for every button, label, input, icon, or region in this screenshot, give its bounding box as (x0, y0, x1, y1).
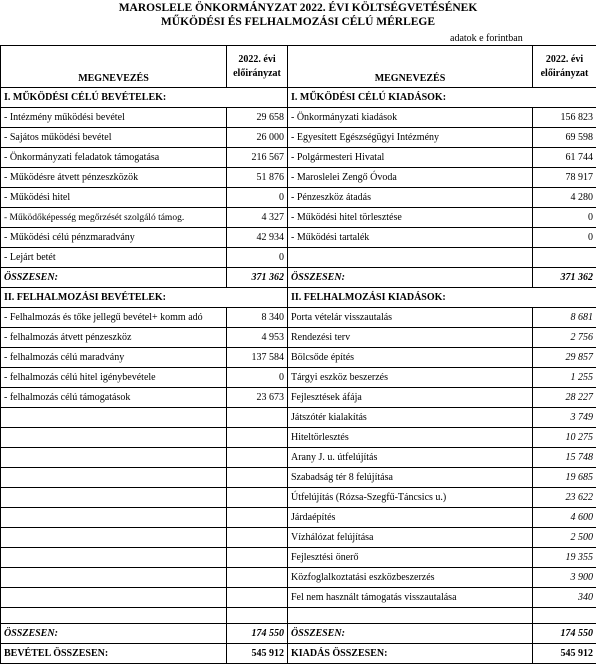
expense-grand-total-label: KIADÁS ÖSSZESEN: (288, 644, 533, 664)
table-row (1, 408, 596, 428)
income-item-value: 0 (227, 188, 288, 208)
income-item-value: 8 340 (227, 308, 288, 328)
table-row (1, 308, 596, 328)
income-item-value: 0 (227, 248, 288, 268)
expense-item-label: Fejlesztések áfája (288, 388, 533, 408)
table-row (1, 228, 596, 248)
income-item-value: 23 673 (227, 388, 288, 408)
table-row (1, 568, 596, 588)
income-item-value: 42 934 (227, 228, 288, 248)
operating-expense-title: I. MŰKÖDÉSI CÉLÚ KIADÁSOK: (288, 88, 596, 108)
expense-item-label: Szabadság tér 8 felújítása (288, 468, 533, 488)
empty-cell (227, 508, 288, 528)
income-item-label: - felhalmozás átvett pénzeszköz (1, 328, 227, 348)
expense-item-label: Fejlesztési önerő (288, 548, 533, 568)
expense-item-value: 3 749 (533, 408, 596, 428)
table-row (1, 388, 596, 408)
expense-item-label: Porta vételár visszautalás (288, 308, 533, 328)
expense-item-label: Vízhálózat felújítása (288, 528, 533, 548)
income-item-value: 4 953 (227, 328, 288, 348)
empty-cell (227, 408, 288, 428)
header-left-year: 2022. évi előirányzat (227, 46, 288, 88)
expense-grand-total-value: 545 912 (533, 644, 596, 664)
income-item-value: 4 327 (227, 208, 288, 228)
expense-item-label: - Maroslelei Zengő Óvoda (288, 168, 533, 188)
expense-item-label: - Működési tartalék (288, 228, 533, 248)
operating-section-header (1, 88, 596, 108)
income-item-label: - Működési hitel (1, 188, 227, 208)
spacer-row (1, 608, 596, 624)
table-row (1, 428, 596, 448)
operating-expense-total-label: ÖSSZESEN: (288, 268, 533, 288)
income-item-label: - Felhalmozás és tőke jellegű bevétel+ komm adó (1, 308, 227, 328)
income-item-label: - felhalmozás célú maradvány (1, 348, 227, 368)
income-grand-total-label: BEVÉTEL ÖSSZESEN: (1, 644, 227, 664)
table-row (1, 368, 596, 388)
expense-item-value: 61 744 (533, 148, 596, 168)
empty-cell (227, 608, 288, 624)
expense-item-label: Játszótér kialakítás (288, 408, 533, 428)
capital-income-total-label: ÖSSZESEN: (1, 624, 227, 644)
capital-expense-total-label: ÖSSZESEN: (288, 624, 533, 644)
expense-item-value: 1 255 (533, 368, 596, 388)
capital-income-total-value: 174 550 (227, 624, 288, 644)
empty-cell (227, 428, 288, 448)
expense-item-value: 29 857 (533, 348, 596, 368)
expense-item-value: 69 598 (533, 128, 596, 148)
expense-item-value: 3 900 (533, 568, 596, 588)
expense-item-label: Arany J. u. útfelújítás (288, 448, 533, 468)
capital-total-row (1, 624, 596, 644)
expense-item-label: Bölcsőde építés (288, 348, 533, 368)
table-row (1, 588, 596, 608)
empty-cell (1, 588, 227, 608)
income-item-value: 216 567 (227, 148, 288, 168)
capital-expense-total-value: 174 550 (533, 624, 596, 644)
table-row (1, 128, 596, 148)
expense-item-label (288, 248, 533, 268)
income-item-label: - felhalmozás célú támogatások (1, 388, 227, 408)
header-right-label: MEGNEVEZÉS (288, 46, 533, 88)
empty-cell (227, 448, 288, 468)
empty-cell (227, 568, 288, 588)
table-row (1, 188, 596, 208)
capital-expense-title: II. FELHALMOZÁSI KIADÁSOK: (288, 288, 596, 308)
expense-item-label: Járdaépítés (288, 508, 533, 528)
empty-cell (1, 408, 227, 428)
expense-item-value: 15 748 (533, 448, 596, 468)
expense-item-label: Rendezési terv (288, 328, 533, 348)
operating-total-row (1, 268, 596, 288)
expense-item-label: Fel nem használt támogatás visszautalása (288, 588, 533, 608)
table-row (1, 108, 596, 128)
empty-cell (227, 468, 288, 488)
budget-table (0, 45, 596, 664)
expense-item-value: 28 227 (533, 388, 596, 408)
expense-item-value: 0 (533, 208, 596, 228)
empty-cell (288, 608, 533, 624)
expense-item-value: 10 275 (533, 428, 596, 448)
table-row (1, 508, 596, 528)
empty-cell (1, 428, 227, 448)
table-row (1, 528, 596, 548)
operating-income-title: I. MŰKÖDÉSI CÉLÚ BEVÉTELEK: (1, 88, 288, 108)
income-item-label: - felhalmozás célú hitel igénybevétele (1, 368, 227, 388)
income-item-label: - Működésre átvett pénzeszközök (1, 168, 227, 188)
page-title: MAROSLELE ÖNKORMÁNYZAT 2022. ÉVI KÖLTSÉGVETÉSÉNEK (0, 2, 596, 15)
expense-item-label: Hiteltörlesztés (288, 428, 533, 448)
expense-item-value: 23 622 (533, 488, 596, 508)
income-item-label: - Önkormányzati feladatok támogatása (1, 148, 227, 168)
expense-item-value (533, 248, 596, 268)
expense-item-value: 2 500 (533, 528, 596, 548)
expense-item-value: 19 355 (533, 548, 596, 568)
expense-item-label: Útfelújítás (Rózsa-Szegfű-Táncsics u.) (288, 488, 533, 508)
expense-item-value: 8 681 (533, 308, 596, 328)
expense-item-label: - Egyesített Egészségügyi Intézmény (288, 128, 533, 148)
table-row (1, 328, 596, 348)
expense-item-value: 19 685 (533, 468, 596, 488)
income-item-label: - Intézmény működési bevétel (1, 108, 227, 128)
income-item-value: 29 658 (227, 108, 288, 128)
income-item-value: 26 000 (227, 128, 288, 148)
operating-income-total-label: ÖSSZESEN: (1, 268, 227, 288)
table-row (1, 548, 596, 568)
expense-item-label: - Polgármesteri Hivatal (288, 148, 533, 168)
expense-item-value: 4 280 (533, 188, 596, 208)
expense-item-value: 340 (533, 588, 596, 608)
expense-item-value: 4 600 (533, 508, 596, 528)
grand-total-row (1, 644, 596, 664)
empty-cell (1, 508, 227, 528)
income-item-value: 51 876 (227, 168, 288, 188)
operating-income-total-value: 371 362 (227, 268, 288, 288)
empty-cell (1, 468, 227, 488)
income-item-label: - Sajátos működési bevétel (1, 128, 227, 148)
empty-cell (227, 488, 288, 508)
income-item-value: 137 584 (227, 348, 288, 368)
expense-item-label: - Működési hitel törlesztése (288, 208, 533, 228)
expense-item-value: 2 756 (533, 328, 596, 348)
empty-cell (227, 588, 288, 608)
table-row (1, 248, 596, 268)
expense-item-value: 0 (533, 228, 596, 248)
empty-cell (227, 548, 288, 568)
income-item-label: - Működési célú pénzmaradvány (1, 228, 227, 248)
income-grand-total-value: 545 912 (227, 644, 288, 664)
table-row (1, 208, 596, 228)
header-left-label: MEGNEVEZÉS (1, 46, 227, 88)
table-row (1, 448, 596, 468)
empty-cell (1, 568, 227, 588)
empty-cell (1, 528, 227, 548)
empty-cell (533, 608, 596, 624)
header-right-year: 2022. évi előirányzat (533, 46, 596, 88)
expense-item-value: 156 823 (533, 108, 596, 128)
operating-expense-total-value: 371 362 (533, 268, 596, 288)
expense-item-value: 78 917 (533, 168, 596, 188)
table-row (1, 468, 596, 488)
empty-cell (1, 488, 227, 508)
table-row (1, 488, 596, 508)
table-row (1, 148, 596, 168)
expense-item-label: Tárgyi eszköz beszerzés (288, 368, 533, 388)
unit-note: adatok e forintban (450, 33, 523, 44)
income-item-label: - Működőképesség megőrzését szolgáló támog. (1, 208, 227, 228)
empty-cell (227, 528, 288, 548)
income-item-label: - Lejárt betét (1, 248, 227, 268)
capital-income-title: II. FELHALMOZÁSI BEVÉTELEK: (1, 288, 288, 308)
capital-section-header (1, 288, 596, 308)
page-subtitle: MŰKÖDÉSI ÉS FELHALMOZÁSI CÉLÚ MÉRLEGE (0, 16, 596, 29)
empty-cell (1, 608, 227, 624)
table-row (1, 168, 596, 188)
expense-item-label: Közfoglalkoztatási eszközbeszerzés (288, 568, 533, 588)
expense-item-label: - Pénzeszköz átadás (288, 188, 533, 208)
empty-cell (1, 448, 227, 468)
table-row (1, 348, 596, 368)
table-header (1, 46, 596, 88)
income-item-value: 0 (227, 368, 288, 388)
empty-cell (1, 548, 227, 568)
expense-item-label: - Önkormányzati kiadások (288, 108, 533, 128)
